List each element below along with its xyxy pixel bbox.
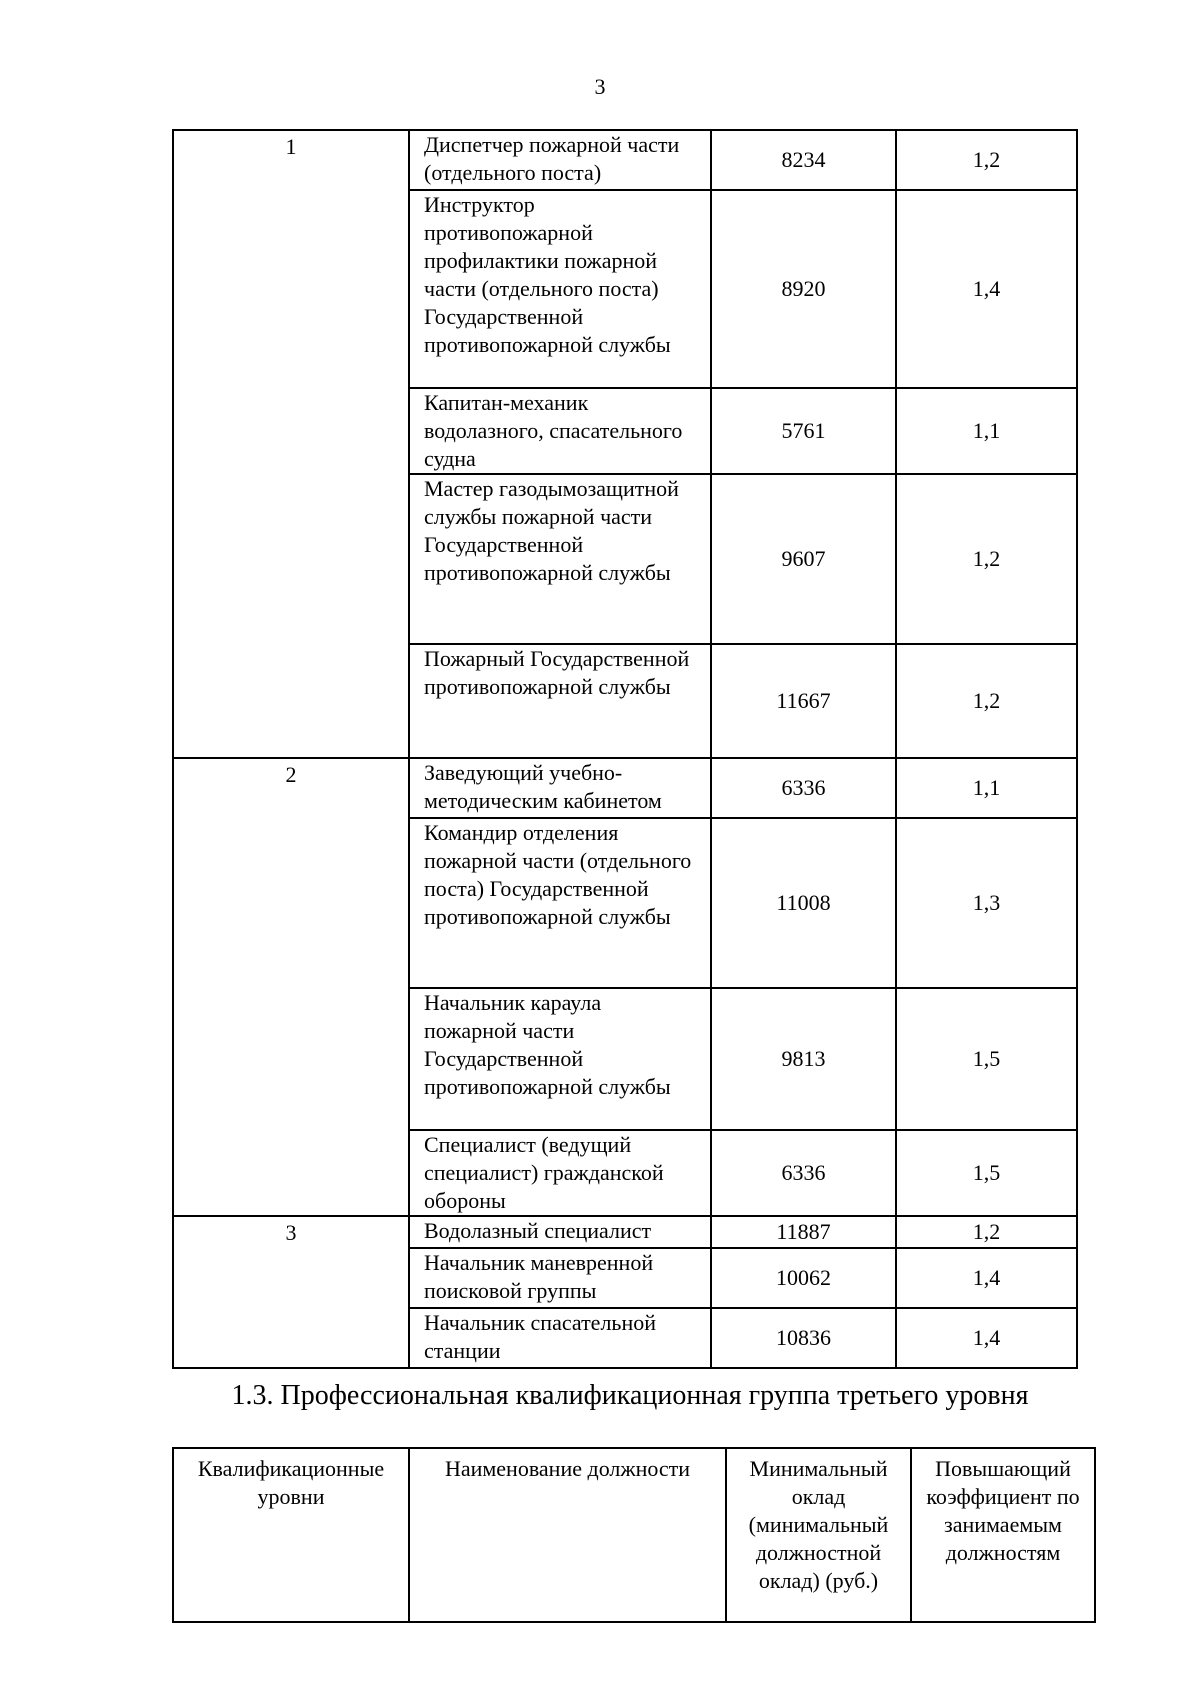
coefficient-cell: 1,3	[896, 818, 1077, 988]
position-name-cell: Командир отделения пожарной части (отдельного поста) Государственной противопожарной службы	[409, 818, 711, 988]
salary-cell: 11887	[711, 1216, 896, 1248]
salary-cell: 10836	[711, 1308, 896, 1368]
coefficient-cell: 1,5	[896, 1130, 1077, 1216]
coefficient-cell: 1,5	[896, 988, 1077, 1130]
header-coefficient: Повышающий коэффициент по занимаемым должностям	[911, 1448, 1095, 1622]
salary-cell: 6336	[711, 1130, 896, 1216]
position-name-cell: Пожарный Государственной противопожарной службы	[409, 644, 711, 758]
salary-cell: 10062	[711, 1248, 896, 1308]
header-qualification-levels: Квалификационные уровни	[173, 1448, 409, 1622]
position-name-cell: Начальник спасательной станции	[409, 1308, 711, 1368]
coefficient-cell: 1,4	[896, 1248, 1077, 1308]
table-header-row	[173, 1448, 1095, 1622]
coefficient-cell: 1,2	[896, 1216, 1077, 1248]
table-row	[173, 130, 1077, 190]
position-name-cell: Мастер газодымозащитной службы пожарной части Государственной противопожарной службы	[409, 474, 711, 644]
header-position-name: Наименование должности	[409, 1448, 726, 1622]
salary-cell: 11008	[711, 818, 896, 988]
coefficient-cell: 1,2	[896, 644, 1077, 758]
salary-cell: 6336	[711, 758, 896, 818]
salary-cell: 8920	[711, 190, 896, 388]
position-name-cell: Специалист (ведущий специалист) гражданской обороны	[409, 1130, 711, 1216]
header-table	[172, 1447, 1096, 1623]
position-name-cell: Диспетчер пожарной части (отдельного поста)	[409, 130, 711, 190]
salary-cell: 5761	[711, 388, 896, 474]
position-name-cell: Начальник маневренной поисковой группы	[409, 1248, 711, 1308]
position-name-cell: Капитан-механик водолазного, спасательного судна	[409, 388, 711, 474]
coefficient-cell: 1,1	[896, 758, 1077, 818]
position-name-cell: Заведующий учебно-методическим кабинетом	[409, 758, 711, 818]
coefficient-cell: 1,4	[896, 1308, 1077, 1368]
section-heading: 1.3. Профессиональная квалификационная группа третьего уровня	[231, 1380, 1029, 1411]
coefficient-cell: 1,4	[896, 190, 1077, 388]
salary-cell: 9607	[711, 474, 896, 644]
qualification-level-cell: 1	[173, 130, 409, 758]
salary-cell: 8234	[711, 130, 896, 190]
header-minimum-salary: Минимальный оклад (минимальный должностной оклад) (руб.)	[726, 1448, 911, 1622]
salary-table	[172, 129, 1078, 1369]
position-name-cell: Водолазный специалист	[409, 1216, 711, 1248]
table-row	[173, 1216, 1077, 1248]
coefficient-cell: 1,2	[896, 130, 1077, 190]
page-number: 3	[594, 74, 606, 99]
qualification-level-cell: 2	[173, 758, 409, 1216]
salary-cell: 11667	[711, 644, 896, 758]
coefficient-cell: 1,1	[896, 388, 1077, 474]
table-row	[173, 758, 1077, 818]
position-name-cell: Инструктор противопожарной профилактики пожарной части (отдельного поста) Государственной противопожарной службы	[409, 190, 711, 388]
position-name-cell: Начальник караула пожарной части Государственной противопожарной службы	[409, 988, 711, 1130]
salary-cell: 9813	[711, 988, 896, 1130]
qualification-level-cell: 3	[173, 1216, 409, 1368]
coefficient-cell: 1,2	[896, 474, 1077, 644]
